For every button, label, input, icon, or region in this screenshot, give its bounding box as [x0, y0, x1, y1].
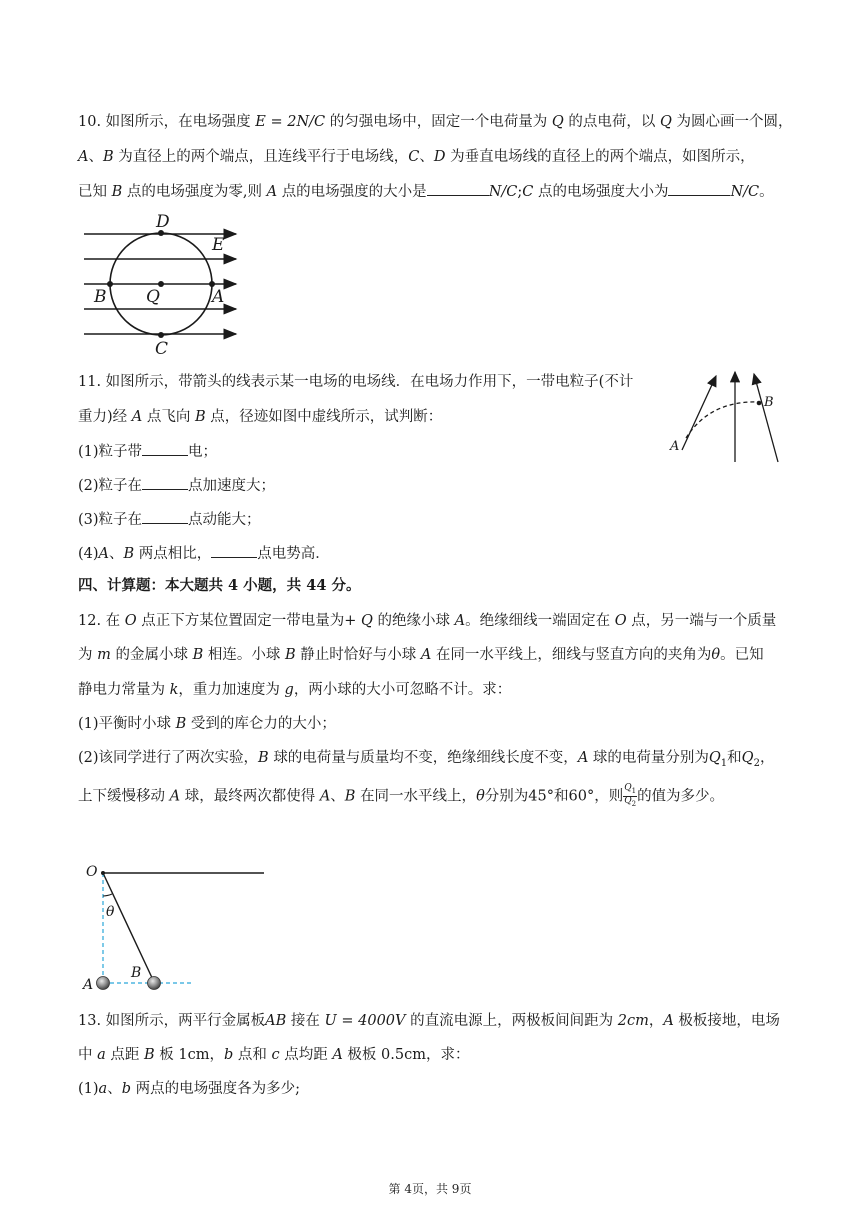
q12-line-2: 为 m 的金属小球 B 相连。小球 B 静止时恰好与小球 A 在同一水平线上，细线与竖直方向的夹角为θ。已知	[78, 647, 764, 663]
label-d: D	[156, 212, 170, 232]
q13-sub-1: (1)a、b 两点的电场强度各为多少;	[78, 1081, 300, 1097]
figure-q12-pendulum	[80, 860, 270, 994]
q12-sub-2: (2)该同学进行了两次实验，B 球的电荷量与质量均不变，绝缘细线长度不变，A 球的电荷量分别为$Q_1$和$Q_2$，	[78, 750, 775, 769]
label-q: Q	[146, 287, 160, 307]
q12-sub-1: (1)平衡时小球 B 受到的库仑力的大小；	[78, 716, 336, 732]
answer-blank-11-4	[211, 543, 257, 558]
q10-line-2: A、B 为直径上的两个端点，且连线平行于电场线，C、D 为垂直电场线的直径上的两个端点，如图所示，	[78, 149, 755, 165]
q12-sub-2-cont: 上下缓慢移动 A 球，最终两次都使得 A、B 在同一水平线上，θ分别为45°和60°，则 $\frac{Q_1}{Q_2}$ 的值为多少。	[78, 783, 725, 808]
point-c	[158, 332, 164, 338]
point-b	[757, 401, 762, 406]
label-a: A	[212, 287, 225, 307]
label-a: A	[670, 439, 680, 454]
q10-line-3: 已知 B 点的电场强度为零,则 A 点的电场强度的大小是 N/C;C 点的电场强度大小为 N/C。	[78, 181, 774, 202]
q12-line-1: 12. 在 O 点正下方某位置固定一带电量为+ Q 的绝缘小球 A。绝缘细线一端固定在 O 点，另一端与一个质量	[78, 613, 777, 629]
answer-blank-11-1	[142, 441, 188, 456]
q13-line-1: 13. 如图所示，两平行金属板AB 接在 U = 4000V 的直流电源上，两极板间间距为 2cm，A 极板接地，电场	[78, 1013, 780, 1029]
q11-line-2: 重力)经 A 点飞向 B 点，径迹如图中虚线所示，试判断：	[78, 409, 443, 425]
q13-line-2: 中 a 点距 B 板 1cm，b 点和 c 点均距 A 极板 0.5cm，求：	[78, 1047, 470, 1063]
figure-q10-field-circle	[80, 210, 250, 358]
answer-blank-10-1	[427, 181, 489, 196]
label-b: B	[94, 287, 107, 307]
point-b	[107, 281, 113, 287]
label-c: C	[155, 339, 169, 358]
label-a: A	[83, 977, 94, 993]
ball-a	[97, 977, 110, 990]
fraction-q1-over-q2: $\frac{Q_1}{Q_2}$	[624, 783, 637, 808]
label-theta: θ	[106, 904, 115, 920]
label-b: B	[131, 965, 142, 981]
q11-sub-2: (2)粒子在 点加速度大；	[78, 475, 275, 496]
page-number: 第 4页，共 9页	[388, 1182, 472, 1196]
q11-sub-3: (3)粒子在 点动能大；	[78, 509, 261, 530]
answer-blank-11-3	[142, 509, 188, 524]
label-e: E	[212, 235, 225, 255]
answer-blank-10-2	[668, 181, 730, 196]
section-heading: 四、计算题：本大题共 4 小题，共 44 分。	[78, 577, 361, 594]
q11-sub-1: (1)粒子带 电；	[78, 441, 217, 462]
figure-q11-field-lines	[664, 366, 788, 466]
q11-line-1: 11. 如图所示，带箭头的线表示某一电场的电场线．在电场力作用下，一带电粒子(不计	[78, 374, 634, 390]
ball-b	[148, 977, 161, 990]
label-o: O	[86, 864, 98, 880]
q10-line-1: 10. 如图所示，在电场强度 E = 2N/C 的匀强电场中，固定一个电荷量为 Q 的点电荷，以 Q 为圆心画一个圆，	[78, 114, 793, 130]
q12-line-3: 静电力常量为 k，重力加速度为 g，两小球的大小可忽略不计。求：	[78, 682, 512, 698]
label-b: B	[764, 395, 774, 410]
q11-sub-4: (4)A、B 两点相比， 点电势高．	[78, 543, 330, 564]
page-footer	[0, 1180, 860, 1197]
answer-blank-11-2	[142, 475, 188, 490]
